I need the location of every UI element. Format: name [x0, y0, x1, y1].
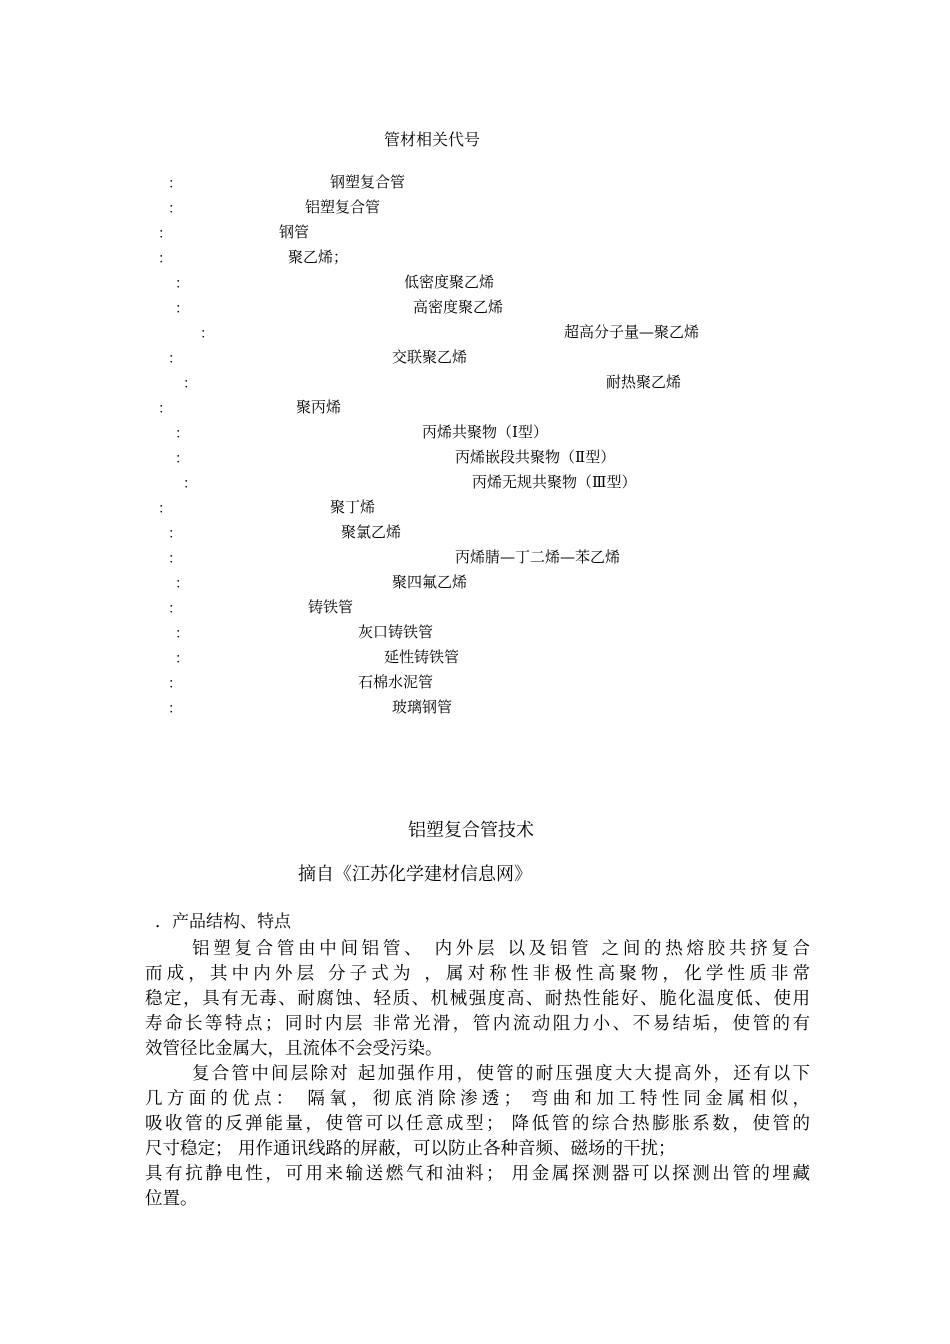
code-colon: ：: [158, 501, 172, 517]
code-term: 耐热聚乙烯: [606, 373, 682, 391]
code-colon: ：: [158, 226, 172, 242]
paragraph-advantages: [145, 1062, 810, 1212]
code-colon: ：: [175, 301, 189, 317]
paragraph-line: 几方面的优点： 隔氧，彻底消除渗透； 弯曲和加工特性同金属相似，: [145, 1089, 810, 1109]
code-term: 低密度聚乙烯: [404, 273, 495, 291]
code-term: 玻璃钢管: [392, 698, 453, 716]
code-term: 铝塑复合管: [305, 198, 381, 216]
code-term: 高密度聚乙烯: [413, 298, 504, 316]
code-term: 丙烯共聚物（Ⅰ型）: [422, 423, 548, 441]
code-term: 铸铁管: [308, 598, 354, 616]
code-colon: ：: [158, 401, 172, 417]
code-term: 钢塑复合管: [330, 173, 406, 191]
code-term: 丙烯腈—丁二烯—苯乙烯: [455, 548, 621, 566]
paragraph-line: 具有抗静电性，可用来输送燃气和油料； 用金属探测器可以探测出管的埋藏: [145, 1164, 810, 1184]
code-colon: ：: [183, 476, 197, 492]
code-term: 聚丁烯: [330, 498, 376, 516]
paragraph-line: 效管径比金属大，且流体不会受污染。: [145, 1039, 443, 1059]
paragraph-line: 铝塑复合管由中间铝管、 内外层 以及铝管 之间的热熔胶共挤复合: [192, 939, 810, 959]
code-term: 超高分子量—聚乙烯: [564, 323, 700, 341]
code-term: 灰口铸铁管: [358, 623, 434, 641]
code-colon: ：: [168, 701, 182, 717]
code-colon: ：: [168, 526, 182, 542]
code-colon: ：: [175, 451, 189, 467]
code-colon: ：: [175, 651, 189, 667]
code-term: 聚丙烯: [296, 398, 342, 416]
code-colon: ：: [168, 551, 182, 567]
code-colon: ：: [175, 626, 189, 642]
code-colon: ：: [175, 426, 189, 442]
code-term: 延性铸铁管: [384, 648, 460, 666]
section-heading: ．产品结构、特点: [155, 912, 291, 932]
code-term: 聚氯乙烯: [341, 523, 402, 541]
code-term: 交联聚乙烯: [392, 348, 468, 366]
paragraph-line: 吸收管的反弹能量，使管可以任意成型； 降低管的综合热膨胀系数，使管的: [145, 1114, 810, 1134]
code-colon: ：: [168, 176, 182, 192]
code-term: 聚乙烯；: [288, 248, 349, 266]
paragraph-line: 稳定，具有无毒、耐腐蚀、轻质、机械强度高、耐热性能好、脆化温度低、使用: [145, 989, 810, 1009]
paragraph-line: 尺寸稳定； 用作通讯线路的屏蔽，可以防止各种音频、磁场的干扰；: [145, 1139, 676, 1159]
article-source: 摘自《江苏化学建材信息网》: [298, 864, 532, 885]
code-colon: ：: [168, 351, 182, 367]
paragraph-structure: [145, 937, 810, 1062]
code-colon: ：: [168, 201, 182, 217]
paragraph-line: 而成，其中内外层 分子式为 ，属对称性非极性高聚物，化学性质非常: [145, 964, 810, 984]
page-title: 管材相关代号: [384, 130, 481, 149]
article-title: 铝塑复合管技术: [408, 820, 534, 841]
code-colon: ：: [183, 376, 197, 392]
code-colon: ：: [175, 576, 189, 592]
code-colon: ：: [168, 676, 182, 692]
paragraph-line: 寿命长等特点；同时内层 非常光滑，管内流动阻力小、不易结垢，使管的有: [145, 1014, 810, 1034]
code-term: 聚四氟乙烯: [392, 573, 468, 591]
code-term: 石棉水泥管: [358, 673, 434, 691]
code-colon: ：: [175, 276, 189, 292]
paragraph-line: 位置。: [145, 1189, 198, 1209]
code-colon: ：: [158, 251, 172, 267]
code-colon: ：: [200, 326, 214, 342]
code-term: 丙烯嵌段共聚物（Ⅱ型）: [455, 448, 616, 466]
code-colon: ：: [168, 601, 182, 617]
paragraph-line: 复合管中间层除对 起加强作用，使管的耐压强度大大提高外，还有以下: [192, 1064, 810, 1084]
code-term: 丙烯无规共聚物（Ⅲ型）: [472, 473, 637, 491]
code-term: 钢管: [279, 223, 310, 241]
